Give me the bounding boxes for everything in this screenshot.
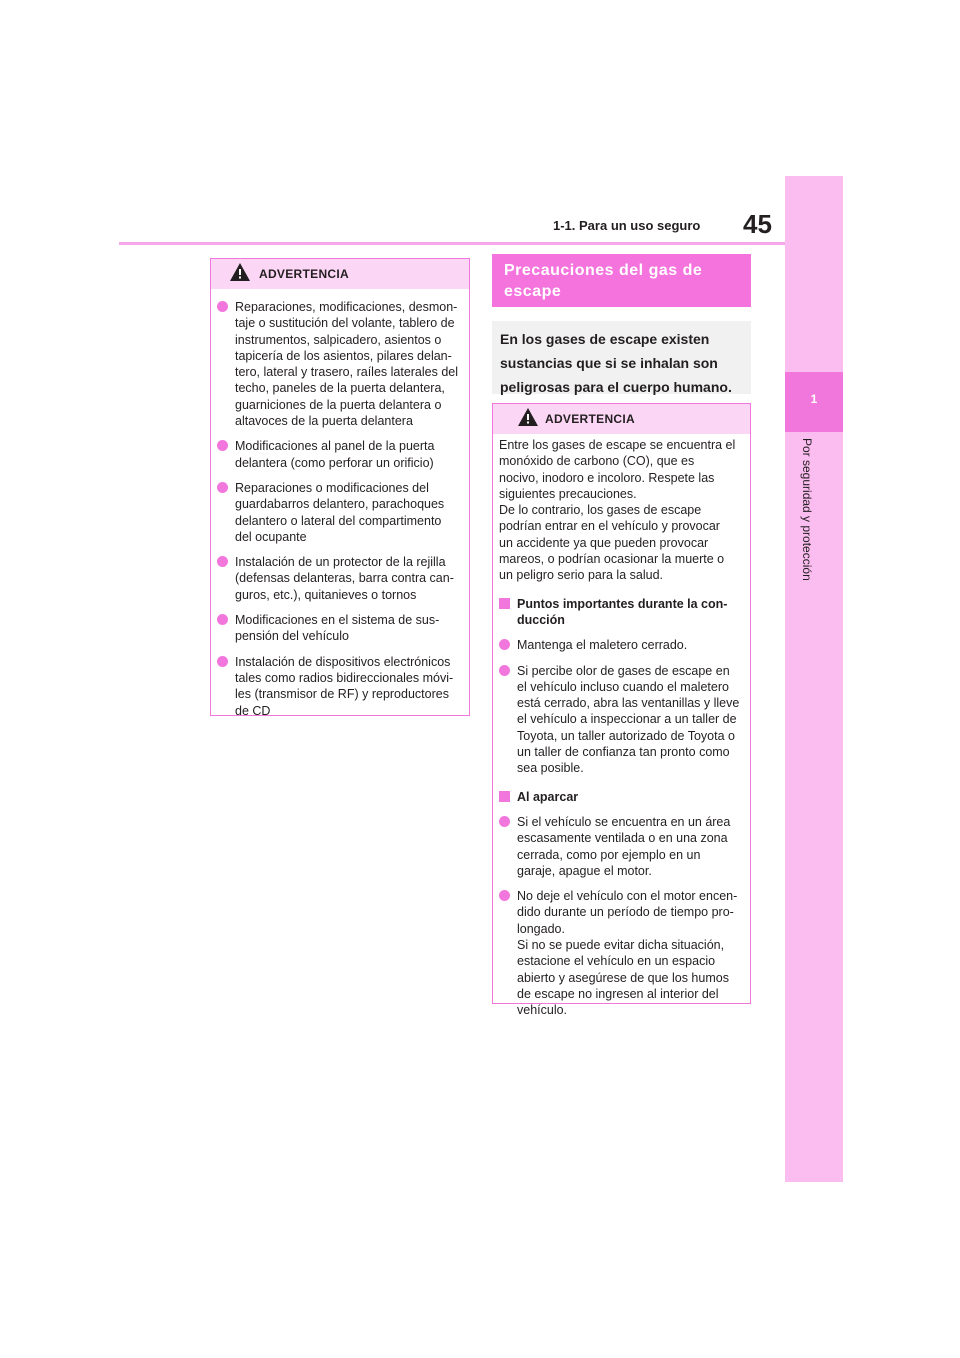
chapter-label: Por seguridad y protección	[800, 438, 814, 581]
warning-content	[493, 434, 750, 1019]
subheading-driving: Puntos importantes durante la con- ducción	[499, 596, 742, 629]
bullet-icon	[217, 614, 228, 625]
section-header: 1-1. Para un uso seguro	[553, 218, 701, 233]
chapter-number-tab	[785, 372, 843, 432]
list-item: Reparaciones, modificaciones, desmon- taje o sustitución del volante, tablero de instrumentos, salpicadero, asientos o tapicería de los asientos, pilares delan- tero, lateral y trasero, raíles laterales del techo, paneles de la puerta delantera, guarniciones de la puerta delantera o altavoces de la puerta delantera	[217, 299, 461, 429]
warning-triangle-icon	[517, 407, 539, 427]
warning-header	[493, 404, 750, 434]
warning-title: ADVERTENCIA	[259, 267, 349, 281]
square-bullet-icon	[499, 598, 510, 609]
list-item: Si el vehículo se encuentra en un área escasamente ventilada o en una zona cerrada, como por ejemplo en un garaje, apague el motor.	[499, 814, 742, 879]
bullet-icon	[217, 556, 228, 567]
chapter-side-tab	[785, 176, 843, 1182]
list-item: Instalación de un protector de la rejilla (defensas delanteras, barra contra can- guros, etc.), quitanieves o tornos	[217, 554, 461, 603]
bullet-icon	[499, 816, 510, 827]
square-bullet-icon	[499, 791, 510, 802]
list-item: Reparaciones o modificaciones del guardabarros delantero, parachoques delantero o lateral del compartimento del ocupante	[217, 480, 461, 545]
warning-intro: Entre los gases de escape se encuentra el monóxido de carbono (CO), que es nocivo, inodoro e incoloro. Respete las siguientes precauciones. De lo contrario, los gases de escape podrían entrar en el vehículo y provocar un accidente ya que pueden provocar mareos, o podrían ocasionar la muerte o un peligro serio para la salud.	[499, 438, 736, 583]
warning-list	[211, 289, 469, 719]
warning-box-exhaust	[492, 403, 751, 1018]
list-item: Modificaciones en el sistema de sus- pensión del vehículo	[217, 612, 461, 645]
list-item: Instalación de dispositivos electrónicos tales como radios bidireccionales móvi- les (transmisor de RF) y reproductores de CD	[217, 654, 461, 719]
page-number: 45	[743, 209, 772, 239]
warning-box-modifications	[210, 258, 470, 716]
warning-title: ADVERTENCIA	[545, 412, 635, 426]
header-rule	[119, 242, 785, 245]
section-summary: En los gases de escape existen sustancias que si se inhalan son peligrosas para el cuerpo humano.	[492, 321, 751, 394]
bullet-icon	[499, 639, 510, 650]
chapter-number: 1	[810, 392, 818, 406]
bullet-icon	[217, 301, 228, 312]
warning-header	[211, 259, 469, 289]
bullet-icon	[217, 440, 228, 451]
list-item: Mantenga el maletero cerrado.	[499, 637, 742, 653]
bullet-icon	[499, 665, 510, 676]
bullet-icon	[217, 656, 228, 667]
list-item: No deje el vehículo con el motor encen- dido durante un período de tiempo pro- longado. Si no se puede evitar dicha situación, estacione el vehículo en un espacio abierto y asegúrese de que los humos de escape no ingresen al interior del vehículo.	[499, 888, 742, 1018]
warning-triangle-icon	[229, 262, 251, 282]
list-item: Si percibe olor de gases de escape en el vehículo incluso cuando el maletero está cerrado, abra las ventanillas y lleve el vehículo a inspeccionar a un taller de Toyota, un taller autorizado de Toyota o un taller de confianza tan pronto como sea posible.	[499, 663, 742, 777]
bullet-icon	[499, 890, 510, 901]
list-item: Modificaciones al panel de la puerta delantera (como perforar un orificio)	[217, 438, 461, 471]
subheading-parking: Al aparcar	[499, 789, 742, 805]
bullet-icon	[217, 482, 228, 493]
section-title: Precauciones del gas de escape	[492, 254, 751, 307]
